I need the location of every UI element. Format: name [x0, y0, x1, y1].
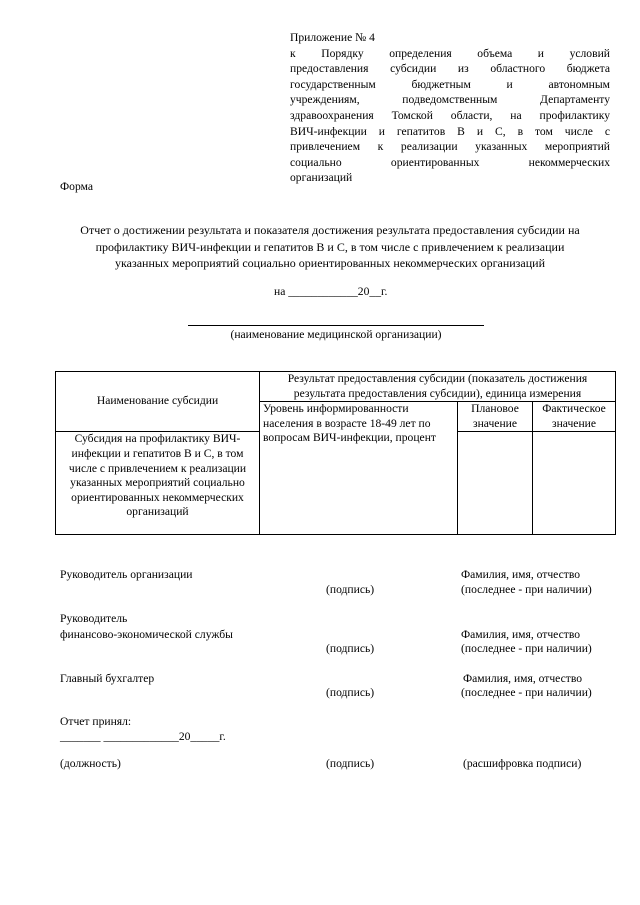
appendix-line: к Порядку определения объема и условий — [290, 46, 610, 60]
fio-note: (последнее - при наличии) — [461, 686, 592, 699]
position-caption: (должность) — [60, 757, 121, 770]
appendix-line: государственным бюджетным и автономным — [290, 77, 610, 91]
appendix-block — [290, 30, 610, 186]
chief-accountant-label: Главный бухгалтер — [60, 672, 155, 685]
report-table — [55, 371, 616, 535]
head-org-label: Руководитель организации — [60, 568, 193, 581]
accepted-label: Отчет принял: — [60, 715, 132, 728]
report-title-line: указанных мероприятий социально ориентированных некоммерческих организаций — [115, 256, 545, 270]
appendix-line: предоставления субсидии из областного бюджета — [290, 62, 610, 76]
header-actual: Фактическое значение — [533, 402, 616, 432]
table-header-row — [56, 372, 616, 402]
appendix-line: привлечением к реализации указанных мероприятий — [290, 140, 610, 154]
fio-note: (последнее - при наличии) — [461, 642, 592, 655]
org-name-field[interactable] — [188, 325, 484, 326]
decoding-caption: (расшифровка подписи) — [463, 757, 582, 770]
form-label: Форма — [60, 180, 93, 193]
indicator-cell: Уровень информированности населения в возрасте 18-49 лет по вопросам ВИЧ-инфекции, процент — [260, 402, 458, 535]
appendix-line: ВИЧ-инфекции и гепатитов В и С, в том числе с — [290, 124, 610, 138]
report-title-line: профилактику ВИЧ-инфекции и гепатитов В и С, в том числе с привлечением к реализации — [95, 239, 565, 254]
accepted-date-line[interactable]: _______ _____________20_____г. — [60, 730, 226, 743]
header-subsidy-name: Наименование субсидии — [56, 372, 260, 432]
header-result: Результат предоставления субсидии (показатель достижения результата предоставления субсидии), единица измерения — [260, 372, 616, 402]
appendix-line: учреждениям, подведомственным Департаменту — [290, 93, 610, 107]
signature-caption: (подпись) — [326, 583, 375, 596]
header-planned: Плановое значение — [458, 402, 533, 432]
fio-note: (последнее - при наличии) — [461, 583, 592, 596]
head-fin-label: Руководитель — [60, 612, 128, 625]
org-name-caption: (наименование медицинской организации) — [230, 328, 442, 341]
planned-value-cell[interactable] — [458, 432, 533, 535]
report-title — [50, 222, 610, 272]
actual-value-cell[interactable] — [533, 432, 616, 535]
signature-caption: (подпись) — [326, 757, 375, 770]
head-fin-label: финансово-экономической службы — [60, 628, 233, 641]
appendix-line: здравоохранения Томской области, на профилактику — [290, 108, 610, 122]
appendix-line: социально ориентированных некоммерческих — [290, 155, 610, 169]
signature-caption: (подпись) — [326, 686, 375, 699]
fio-caption: Фамилия, имя, отчество — [461, 628, 581, 641]
report-date-line: на ____________20__г. — [274, 285, 388, 298]
fio-caption: Фамилия, имя, отчество — [463, 672, 583, 685]
appendix-line: организаций — [290, 171, 353, 185]
appendix-heading: Приложение № 4 — [290, 31, 375, 44]
signature-caption: (подпись) — [326, 642, 375, 655]
report-title-line: Отчет о достижении результата и показателя достижения результата предоставления субсидии на — [80, 223, 580, 237]
fio-caption: Фамилия, имя, отчество — [461, 568, 581, 581]
subsidy-name-cell: Субсидия на профилактику ВИЧ-инфекции и гепатитов В и С, в том числе с привлечением к реализации указанных мероприятий социально ориентированных некоммерческих организаций — [56, 432, 260, 535]
